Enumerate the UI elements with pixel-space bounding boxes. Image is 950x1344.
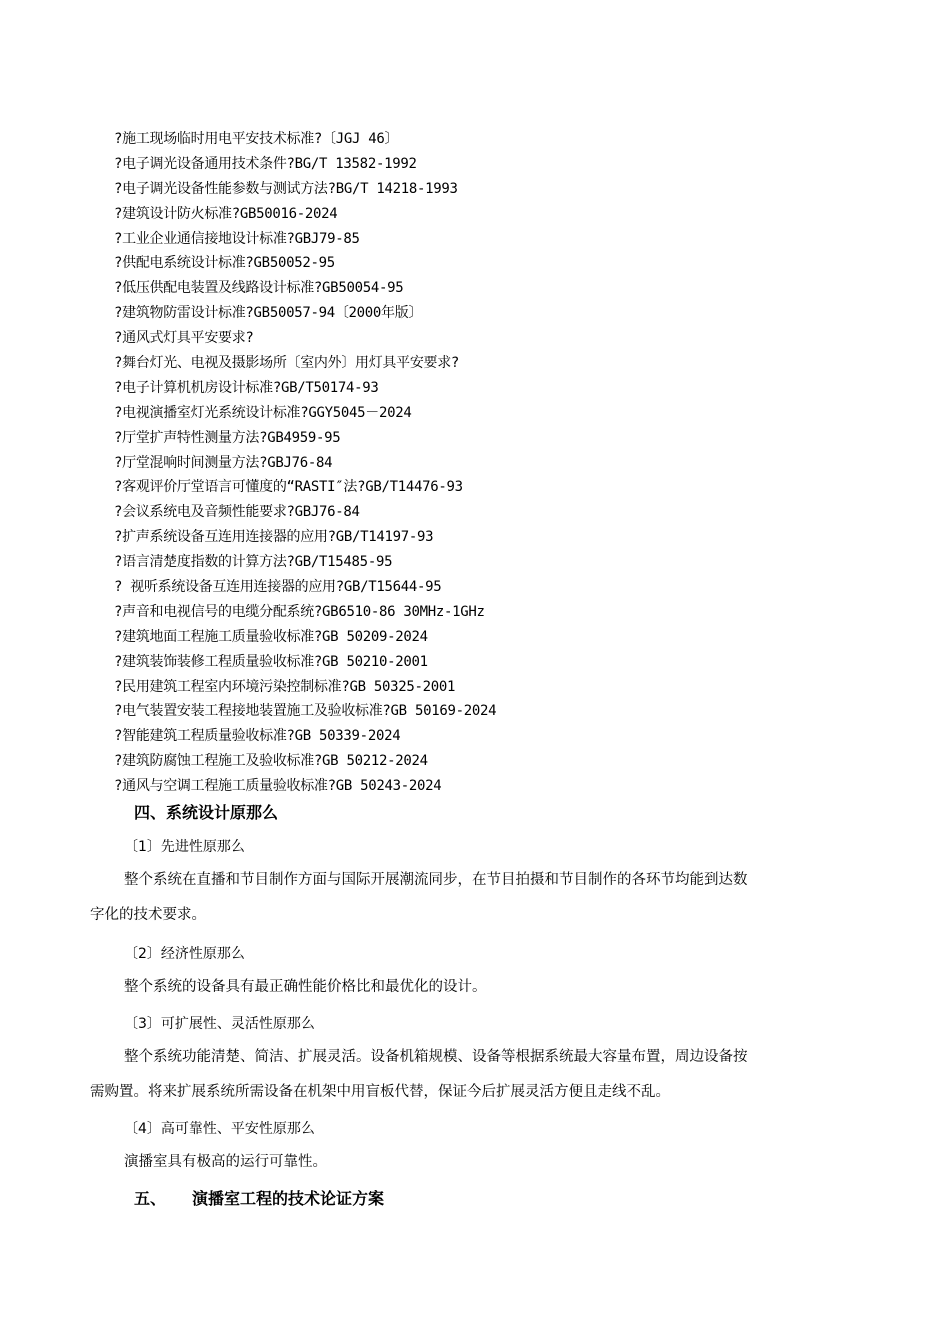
section-5-title: 演播室工程的技术论证方案 xyxy=(192,1189,385,1208)
principle-4-title: 〔4〕高可靠性、平安性原那么 xyxy=(124,1121,315,1137)
list-item: ?厅堂扩声特性测量方法?GB4959-95 xyxy=(114,429,341,446)
paragraph-line: 字化的技术要求。 xyxy=(90,907,206,923)
section-4-heading: 四、系统设计原那么 xyxy=(134,803,279,822)
list-item: ?建筑地面工程施工质量验收标准?GB 50209-2024 xyxy=(114,628,428,645)
paragraph-line: 整个系统的设备具有最正确性能价格比和最优化的设计。 xyxy=(124,979,487,995)
principle-1-title: 〔1〕先进性原那么 xyxy=(124,839,245,855)
paragraph-line: 演播室具有极高的运行可靠性。 xyxy=(124,1154,327,1170)
list-item: ?会议系统电及音频性能要求?GBJ76-84 xyxy=(114,504,360,521)
list-item: ?通风与空调工程施工质量验收标准?GB 50243-2024 xyxy=(114,778,442,795)
list-item: ?电视演播室灯光系统设计标准?GGY5045－2024 xyxy=(114,404,412,421)
principle-4-paragraph xyxy=(90,1145,880,1180)
list-item: ?语言清楚度指数的计算方法?GB/T15485-95 xyxy=(114,554,393,571)
list-item: ? 视听系统设备互连用连接器的应用?GB/T15644-95 xyxy=(114,579,442,596)
list-item: ?智能建筑工程质量验收标准?GB 50339-2024 xyxy=(114,728,401,745)
list-item: ?施工现场临时用电平安技术标准?〔JGJ 46〕 xyxy=(114,131,399,147)
list-item: ?舞台灯光、电视及摄影场所〔室内外〕用灯具平安要求? xyxy=(114,355,460,372)
principle-1-paragraph xyxy=(90,863,880,933)
section-5-number: 五、 xyxy=(134,1189,167,1208)
list-item: ?声音和电视信号的电缆分配系统?GB6510-86 30MHz-1GHz xyxy=(114,603,485,620)
list-item: ?电子调光设备通用技术条件?BG/T 13582-1992 xyxy=(114,155,417,172)
paragraph-line: 需购置。将来扩展系统所需设备在机架中用盲板代替，保证今后扩展灵活方便且走线不乱。 xyxy=(90,1084,670,1100)
list-item: ?电子调光设备性能参数与测试方法?BG/T 14218-1993 xyxy=(114,180,458,197)
list-item: ?低压供配电装置及线路设计标准?GB50054-95 xyxy=(114,280,404,297)
principle-2-paragraph xyxy=(90,970,880,1005)
paragraph-line: 整个系统在直播和节目制作方面与国际开展潮流同步，在节目拍摄和节目制作的各环节均能到达数 xyxy=(124,872,748,888)
list-item: ?建筑设计防火标准?GB50016-2024 xyxy=(114,205,338,222)
paragraph-line: 整个系统功能清楚、简洁、扩展灵活。设备机箱规模、设备等根据系统最大容量布置，周边设备按 xyxy=(124,1049,748,1065)
principle-3-title: 〔3〕可扩展性、灵活性原那么 xyxy=(124,1016,315,1032)
list-item: ?客观评价厅堂语言可懂度的“RASTI″法?GB/T14476-93 xyxy=(114,479,463,496)
list-item: ?电气装置安装工程接地装置施工及验收标准?GB 50169-2024 xyxy=(114,703,497,720)
list-item: ?建筑装饰装修工程质量验收标准?GB 50210-2001 xyxy=(114,653,428,670)
list-item: ?通风式灯具平安要求? xyxy=(114,330,254,347)
list-item: ?建筑防腐蚀工程施工及验收标准?GB 50212-2024 xyxy=(114,753,428,770)
principle-3-paragraph xyxy=(90,1040,880,1110)
list-item: ?厅堂混响时间测量方法?GBJ76-84 xyxy=(114,454,333,471)
list-item: ?建筑物防雷设计标准?GB50057-94〔2000年版〕 xyxy=(114,305,423,322)
list-item: ?扩声系统设备互连用连接器的应用?GB/T14197-93 xyxy=(114,529,434,546)
section-5-heading xyxy=(134,1186,384,1209)
list-item: ?电子计算机机房设计标准?GB/T50174-93 xyxy=(114,379,379,396)
standards-list xyxy=(114,127,914,799)
list-item: ?供配电系统设计标准?GB50052-95 xyxy=(114,255,335,272)
principle-2-title: 〔2〕经济性原那么 xyxy=(124,946,245,962)
list-item: ?工业企业通信接地设计标准?GBJ79-85 xyxy=(114,230,360,247)
list-item: ?民用建筑工程室内环境污染控制标准?GB 50325-2001 xyxy=(114,678,456,695)
